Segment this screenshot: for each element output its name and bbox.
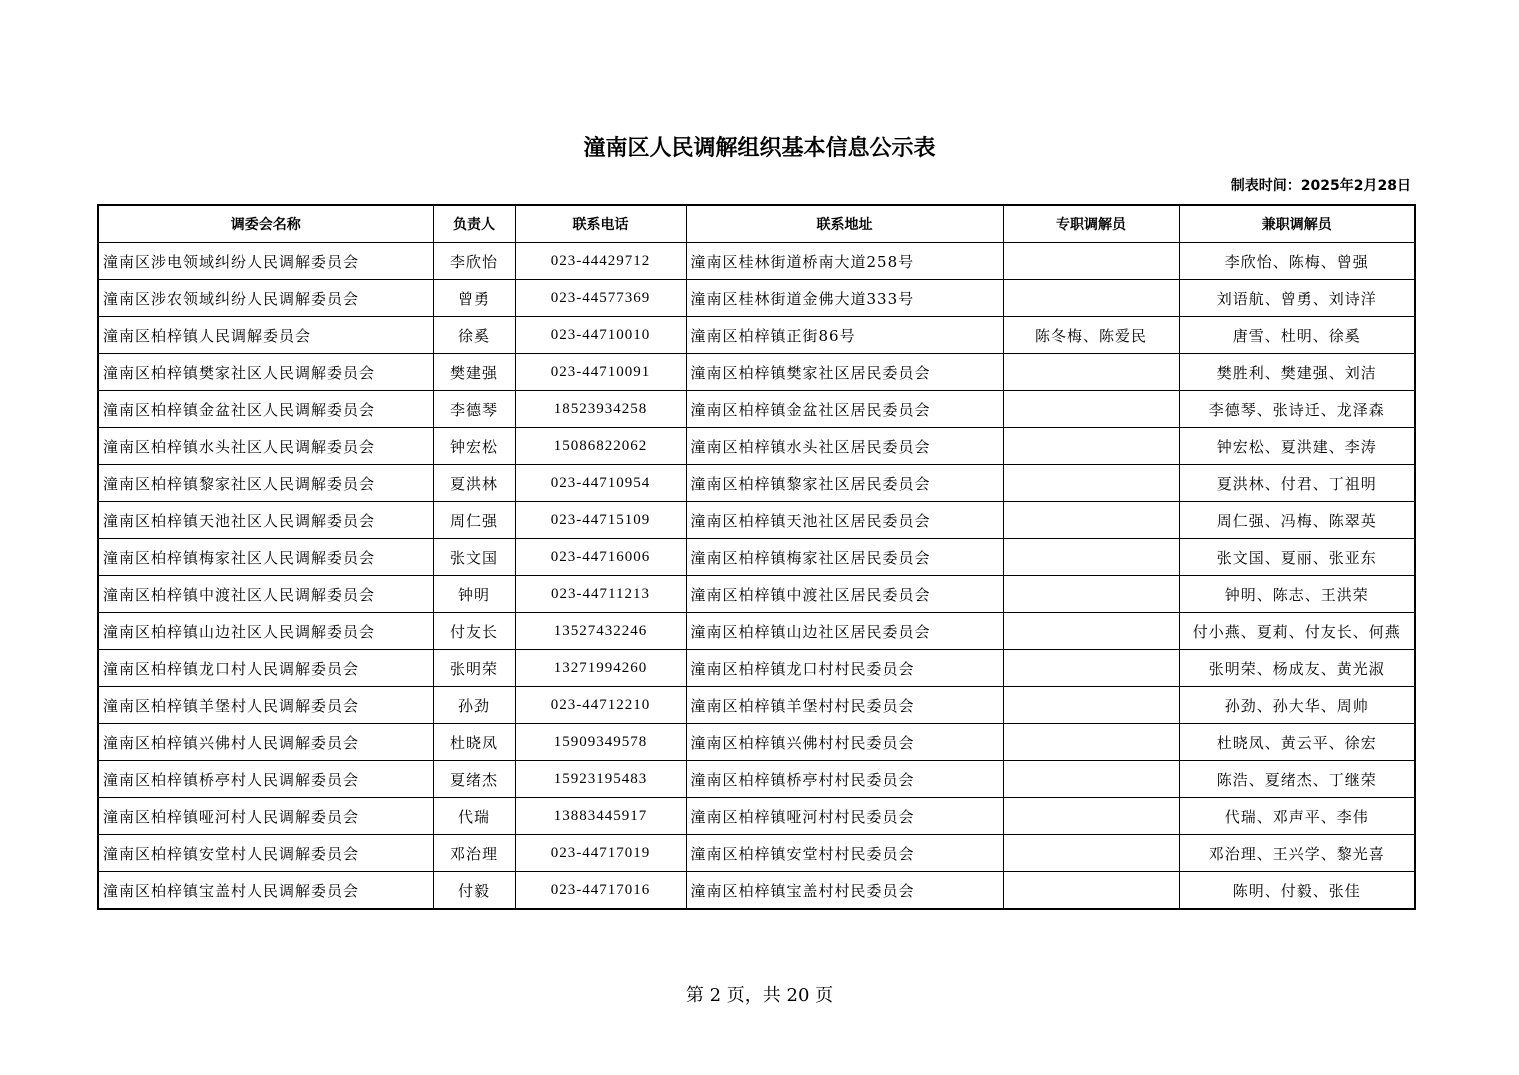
committee-name-cell: 潼南区柏梓镇人民调解委员会	[98, 317, 433, 354]
committee-name-cell: 潼南区柏梓镇羊堡村人民调解委员会	[98, 687, 433, 724]
address-cell: 潼南区柏梓镇宝盖村村民委员会	[686, 872, 1003, 910]
address-cell: 潼南区柏梓镇哑河村村民委员会	[686, 798, 1003, 835]
person-in-charge-cell: 樊建强	[433, 354, 515, 391]
committee-name-cell: 潼南区柏梓镇中渡社区人民调解委员会	[98, 576, 433, 613]
table-row	[98, 280, 1415, 317]
phone-cell: 023-44710091	[515, 354, 686, 391]
person-in-charge-cell: 夏绪杰	[433, 761, 515, 798]
part-time-mediators-cell: 刘语航、曾勇、刘诗洋	[1179, 280, 1415, 317]
part-time-mediators-cell: 陈浩、夏绪杰、丁继荣	[1179, 761, 1415, 798]
committee-name-cell: 潼南区柏梓镇桥亭村人民调解委员会	[98, 761, 433, 798]
table-row	[98, 539, 1415, 576]
person-in-charge-cell: 张文国	[433, 539, 515, 576]
mediation-table	[97, 204, 1416, 910]
address-cell: 潼南区柏梓镇水头社区居民委员会	[686, 428, 1003, 465]
phone-cell: 023-44710010	[515, 317, 686, 354]
part-time-mediators-cell: 李德琴、张诗迁、龙泽森	[1179, 391, 1415, 428]
phone-cell: 023-44429712	[515, 243, 686, 280]
phone-cell: 023-44711213	[515, 576, 686, 613]
committee-name-cell: 潼南区柏梓镇宝盖村人民调解委员会	[98, 872, 433, 910]
table-row	[98, 428, 1415, 465]
part-time-mediators-cell: 代瑞、邓声平、李伟	[1179, 798, 1415, 835]
full-time-mediators-cell: 陈冬梅、陈爱民	[1003, 317, 1179, 354]
table-row	[98, 835, 1415, 872]
part-time-mediators-cell: 周仁强、冯梅、陈翠英	[1179, 502, 1415, 539]
person-in-charge-cell: 钟明	[433, 576, 515, 613]
address-cell: 潼南区柏梓镇樊家社区居民委员会	[686, 354, 1003, 391]
person-in-charge-cell: 付毅	[433, 872, 515, 910]
header-committee-name: 调委会名称	[98, 205, 433, 243]
header-address: 联系地址	[686, 205, 1003, 243]
full-time-mediators-cell	[1003, 465, 1179, 502]
person-in-charge-cell: 夏洪林	[433, 465, 515, 502]
part-time-mediators-cell: 唐雪、杜明、徐奚	[1179, 317, 1415, 354]
address-cell: 潼南区柏梓镇中渡社区居民委员会	[686, 576, 1003, 613]
person-in-charge-cell: 杜晓凤	[433, 724, 515, 761]
table-row	[98, 798, 1415, 835]
person-in-charge-cell: 李德琴	[433, 391, 515, 428]
header-phone: 联系电话	[515, 205, 686, 243]
part-time-mediators-cell: 邓治理、王兴学、黎光喜	[1179, 835, 1415, 872]
person-in-charge-cell: 代瑞	[433, 798, 515, 835]
part-time-mediators-cell: 张文国、夏丽、张亚东	[1179, 539, 1415, 576]
part-time-mediators-cell: 杜晓凤、黄云平、徐宏	[1179, 724, 1415, 761]
part-time-mediators-cell: 李欣怡、陈梅、曾强	[1179, 243, 1415, 280]
full-time-mediators-cell	[1003, 354, 1179, 391]
address-cell: 潼南区柏梓镇梅家社区居民委员会	[686, 539, 1003, 576]
full-time-mediators-cell	[1003, 761, 1179, 798]
committee-name-cell: 潼南区柏梓镇黎家社区人民调解委员会	[98, 465, 433, 502]
person-in-charge-cell: 邓治理	[433, 835, 515, 872]
table-date: 制表时间：2025年2月28日	[1230, 178, 1411, 194]
person-in-charge-cell: 曾勇	[433, 280, 515, 317]
address-cell: 潼南区柏梓镇正街86号	[686, 317, 1003, 354]
person-in-charge-cell: 孙劲	[433, 687, 515, 724]
full-time-mediators-cell	[1003, 576, 1179, 613]
phone-cell: 023-44716006	[515, 539, 686, 576]
committee-name-cell: 潼南区柏梓镇龙口村人民调解委员会	[98, 650, 433, 687]
full-time-mediators-cell	[1003, 650, 1179, 687]
part-time-mediators-cell: 樊胜利、樊建强、刘洁	[1179, 354, 1415, 391]
phone-cell: 15909349578	[515, 724, 686, 761]
phone-cell: 13883445917	[515, 798, 686, 835]
table-row	[98, 761, 1415, 798]
part-time-mediators-cell: 钟宏松、夏洪建、李涛	[1179, 428, 1415, 465]
address-cell: 潼南区柏梓镇山边社区居民委员会	[686, 613, 1003, 650]
table-row	[98, 613, 1415, 650]
committee-name-cell: 潼南区涉电领域纠纷人民调解委员会	[98, 243, 433, 280]
committee-name-cell: 潼南区涉农领域纠纷人民调解委员会	[98, 280, 433, 317]
part-time-mediators-cell: 孙劲、孙大华、周帅	[1179, 687, 1415, 724]
full-time-mediators-cell	[1003, 280, 1179, 317]
full-time-mediators-cell	[1003, 798, 1179, 835]
part-time-mediators-cell: 夏洪林、付君、丁祖明	[1179, 465, 1415, 502]
address-cell: 潼南区柏梓镇安堂村村民委员会	[686, 835, 1003, 872]
header-person-in-charge: 负责人	[433, 205, 515, 243]
table-row	[98, 576, 1415, 613]
address-cell: 潼南区柏梓镇天池社区居民委员会	[686, 502, 1003, 539]
committee-name-cell: 潼南区柏梓镇水头社区人民调解委员会	[98, 428, 433, 465]
phone-cell: 023-44717019	[515, 835, 686, 872]
person-in-charge-cell: 张明荣	[433, 650, 515, 687]
full-time-mediators-cell	[1003, 687, 1179, 724]
address-cell: 潼南区柏梓镇兴佛村村民委员会	[686, 724, 1003, 761]
phone-cell: 023-44715109	[515, 502, 686, 539]
table-row	[98, 391, 1415, 428]
part-time-mediators-cell: 付小燕、夏莉、付友长、何燕	[1179, 613, 1415, 650]
committee-name-cell: 潼南区柏梓镇天池社区人民调解委员会	[98, 502, 433, 539]
table-row	[98, 687, 1415, 724]
phone-cell: 023-44577369	[515, 280, 686, 317]
committee-name-cell: 潼南区柏梓镇山边社区人民调解委员会	[98, 613, 433, 650]
table-row	[98, 243, 1415, 280]
full-time-mediators-cell	[1003, 428, 1179, 465]
phone-cell: 023-44717016	[515, 872, 686, 910]
table-header-row	[98, 205, 1415, 243]
full-time-mediators-cell	[1003, 391, 1179, 428]
table-row	[98, 465, 1415, 502]
address-cell: 潼南区柏梓镇金盆社区居民委员会	[686, 391, 1003, 428]
page-footer: 第 2 页，共 20 页	[685, 985, 834, 1006]
table-row	[98, 502, 1415, 539]
table-row	[98, 724, 1415, 761]
committee-name-cell: 潼南区柏梓镇哑河村人民调解委员会	[98, 798, 433, 835]
person-in-charge-cell: 周仁强	[433, 502, 515, 539]
table-row	[98, 354, 1415, 391]
phone-cell: 15086822062	[515, 428, 686, 465]
person-in-charge-cell: 李欣怡	[433, 243, 515, 280]
full-time-mediators-cell	[1003, 502, 1179, 539]
header-full-time-mediators: 专职调解员	[1003, 205, 1179, 243]
address-cell: 潼南区桂林街道桥南大道258号	[686, 243, 1003, 280]
phone-cell: 18523934258	[515, 391, 686, 428]
address-cell: 潼南区桂林街道金佛大道333号	[686, 280, 1003, 317]
table-body	[98, 243, 1415, 910]
phone-cell: 15923195483	[515, 761, 686, 798]
full-time-mediators-cell	[1003, 835, 1179, 872]
phone-cell: 13271994260	[515, 650, 686, 687]
table-row	[98, 872, 1415, 910]
full-time-mediators-cell	[1003, 539, 1179, 576]
full-time-mediators-cell	[1003, 243, 1179, 280]
committee-name-cell: 潼南区柏梓镇梅家社区人民调解委员会	[98, 539, 433, 576]
committee-name-cell: 潼南区柏梓镇金盆社区人民调解委员会	[98, 391, 433, 428]
table-row	[98, 650, 1415, 687]
person-in-charge-cell: 钟宏松	[433, 428, 515, 465]
full-time-mediators-cell	[1003, 872, 1179, 910]
phone-cell: 023-44712210	[515, 687, 686, 724]
page-title: 潼南区人民调解组织基本信息公示表	[583, 135, 936, 161]
address-cell: 潼南区柏梓镇桥亭村村民委员会	[686, 761, 1003, 798]
phone-cell: 13527432246	[515, 613, 686, 650]
person-in-charge-cell: 付友长	[433, 613, 515, 650]
part-time-mediators-cell: 钟明、陈志、王洪荣	[1179, 576, 1415, 613]
part-time-mediators-cell: 陈明、付毅、张佳	[1179, 872, 1415, 910]
committee-name-cell: 潼南区柏梓镇樊家社区人民调解委员会	[98, 354, 433, 391]
part-time-mediators-cell: 张明荣、杨成友、黄光淑	[1179, 650, 1415, 687]
committee-name-cell: 潼南区柏梓镇兴佛村人民调解委员会	[98, 724, 433, 761]
address-cell: 潼南区柏梓镇羊堡村村民委员会	[686, 687, 1003, 724]
committee-name-cell: 潼南区柏梓镇安堂村人民调解委员会	[98, 835, 433, 872]
person-in-charge-cell: 徐奚	[433, 317, 515, 354]
phone-cell: 023-44710954	[515, 465, 686, 502]
full-time-mediators-cell	[1003, 613, 1179, 650]
full-time-mediators-cell	[1003, 724, 1179, 761]
table-row	[98, 317, 1415, 354]
address-cell: 潼南区柏梓镇龙口村村民委员会	[686, 650, 1003, 687]
address-cell: 潼南区柏梓镇黎家社区居民委员会	[686, 465, 1003, 502]
header-part-time-mediators: 兼职调解员	[1179, 205, 1415, 243]
